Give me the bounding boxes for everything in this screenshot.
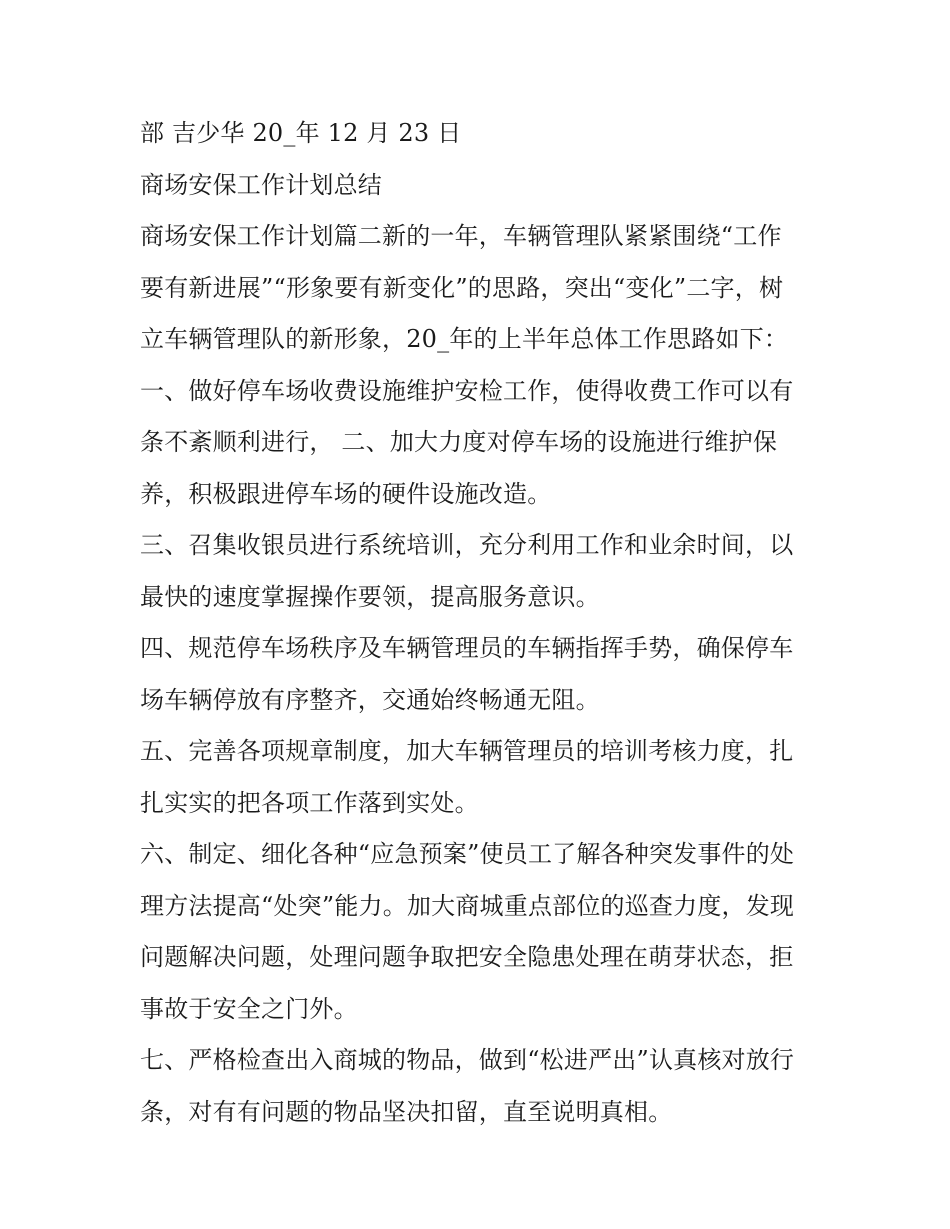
text-line: 扎实实的把各项工作落到实处。 [140,788,479,817]
text-line: 七、严格检查出入商城的物品，做到“松进严出”认真核对放行 [140,1046,795,1074]
text-line: 条，对有有问题的物品坚决扣留，直至说明真相。 [140,1097,673,1126]
date-line: 部 吉少华 20_年 12 月 23 日 [140,119,462,147]
text-line: 商场安保工作计划篇二新的一年，车辆管理队紧紧围绕“工作 [140,222,782,250]
text-line: 四、规范停车场秩序及车辆管理员的车辆指挥手势，确保停车 [140,634,794,662]
text-line: 三、召集收银员进行系统培训，充分利用工作和业余时间，以 [140,531,794,559]
text-line: 立车辆管理队的新形象，20_年的上半年总体工作思路如下： [140,325,789,353]
text-line: 条不紊顺利进行， 二、加大力度对停车场的设施进行维护保 [140,428,778,456]
text-line: 养，积极跟进停车场的硬件设施改造。 [140,479,552,508]
text-line: 场车辆停放有序整齐，交通始终畅通无阻。 [140,685,600,714]
text-line: 五、完善各项规章制度，加大车辆管理员的培训考核力度，扎 [140,737,794,765]
text-line: 问题解决问题，处理问题争取把安全隐患处理在萌芽状态，拒 [140,943,794,971]
document-body [140,108,820,1138]
text-line: 理方法提高“处突”能力。加大商城重点部位的巡查力度，发现 [140,891,795,920]
text-line: 最快的速度掌握操作要领，提高服务意识。 [140,582,600,611]
text-line: 要有新进展”“形象要有新变化”的思路，突出“变化”二字，树 [140,273,784,302]
document-title: 商场安保工作计划总结 [140,170,382,199]
text-line: 一、做好停车场收费设施维护安检工作，使得收费工作可以有 [140,376,794,405]
text-line: 事故于安全之门外。 [140,994,358,1023]
text-line: 六、制定、细化各种“应急预案”使员工了解各种突发事件的处 [140,840,795,868]
